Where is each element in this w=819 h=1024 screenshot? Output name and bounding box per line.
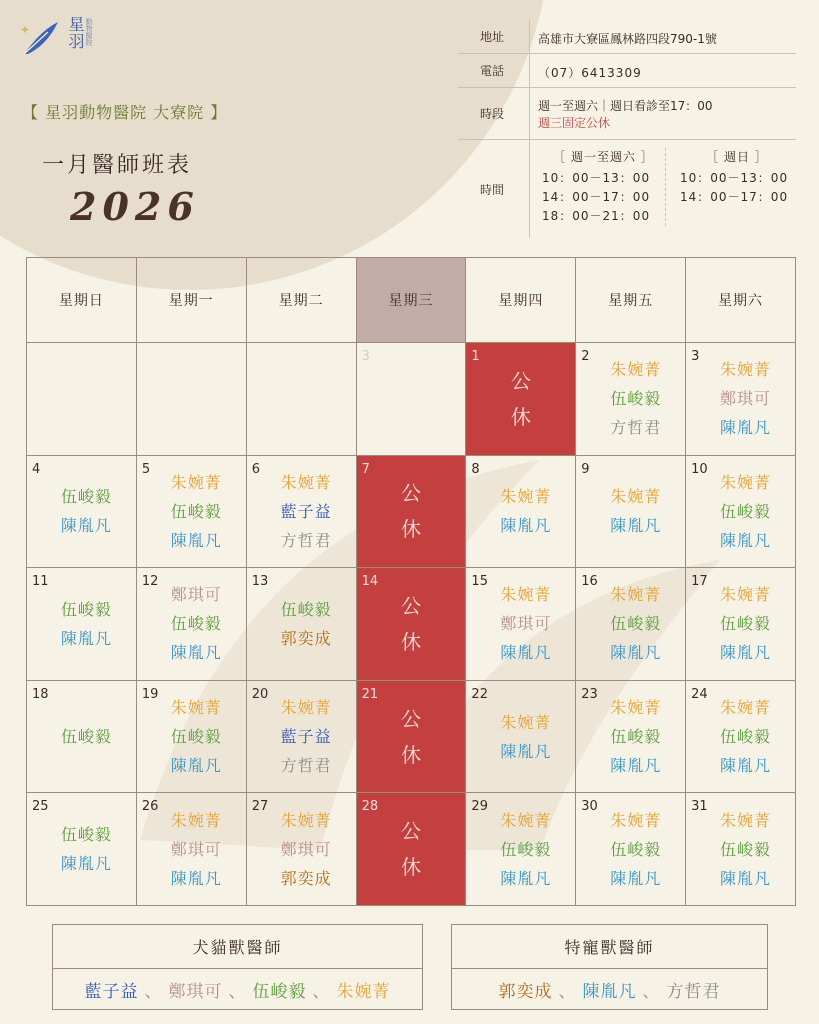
doctor-name: 郭奕成 [280, 628, 332, 648]
address-row [458, 20, 796, 54]
sunday-hours [666, 148, 794, 226]
address-value: 高雄市大寮區鳳林路四段790-1號 [538, 32, 717, 46]
closed-label-char: 公 [400, 819, 421, 844]
weekday-hours-slot: 10：00－13：00 [542, 171, 651, 185]
sunday-hours-header: ［ 週日 ］ [706, 150, 768, 164]
doctor-name: 郭奕成 [498, 982, 553, 1002]
day-cell [137, 456, 247, 569]
day-number: 6 [251, 461, 260, 477]
day-cell [576, 793, 686, 906]
doctor-name: 陳胤凡 [720, 530, 772, 550]
doctor-name: 朱婉菁 [500, 712, 552, 732]
day-cell [357, 343, 467, 456]
doctor-name: 朱婉菁 [500, 585, 552, 605]
closed-day-cell [357, 456, 467, 569]
separator: 、 [228, 982, 247, 1002]
sunday-hours-slot: 14：00－17：00 [680, 190, 789, 204]
period-value [530, 88, 796, 139]
doctor-name: 伍峻毅 [610, 389, 662, 409]
doctor-name: 朱婉菁 [720, 698, 772, 718]
day-cell [137, 681, 247, 794]
doctor-list [576, 681, 685, 793]
doctor-name: 方哲君 [610, 418, 662, 438]
doctor-name: 陳胤凡 [170, 643, 222, 663]
closed-day-cell [357, 793, 467, 906]
doctor-name: 朱婉菁 [170, 698, 222, 718]
day-number: 18 [32, 686, 49, 702]
doctor-name: 朱婉菁 [170, 810, 222, 830]
doctor-list [466, 568, 575, 680]
weekday-hours-header: ［ 週一至週六 ］ [553, 150, 654, 164]
day-number: 15 [471, 574, 488, 590]
doctor-name: 朱婉菁 [720, 472, 772, 492]
period-label: 時段 [458, 88, 530, 139]
closed-label [357, 793, 466, 905]
day-cell [686, 568, 796, 681]
doctor-name: 朱婉菁 [280, 698, 332, 718]
day-number: 17 [691, 574, 708, 590]
doctor-list [466, 793, 575, 905]
doctor-name: 藍子益 [84, 982, 139, 1002]
doctor-name: 陳胤凡 [170, 868, 222, 888]
closed-label-char: 公 [400, 593, 421, 618]
closed-label [357, 681, 466, 793]
day-cell [466, 793, 576, 906]
closed-label-char: 公 [400, 481, 421, 506]
doctor-name: 陳胤凡 [60, 854, 112, 874]
time-grid [538, 140, 796, 226]
day-cell [247, 568, 357, 681]
doctor-list [686, 456, 795, 568]
day-cell [576, 343, 686, 456]
closed-label-char: 休 [400, 517, 421, 542]
separator: 、 [558, 982, 577, 1002]
day-number: 23 [581, 686, 598, 702]
schedule-calendar [26, 257, 796, 906]
day-number: 28 [361, 799, 379, 815]
doctor-list [247, 793, 356, 905]
doctor-list [27, 793, 136, 905]
doctor-name: 陳胤凡 [610, 516, 662, 536]
doctor-name: 朱婉菁 [280, 472, 332, 492]
doctor-name: 朱婉菁 [720, 360, 772, 380]
doctor-name: 朱婉菁 [720, 585, 772, 605]
day-cell [27, 456, 137, 569]
dog-cat-vets-list [53, 969, 422, 1010]
doctor-list [576, 568, 685, 680]
day-number: 16 [581, 574, 598, 590]
day-number: 27 [251, 799, 269, 815]
doctor-list [686, 681, 795, 793]
doctor-name: 朱婉菁 [500, 487, 552, 507]
day-number: 14 [361, 574, 379, 590]
closed-day-cell [466, 343, 576, 456]
phone-label: 電話 [458, 54, 530, 87]
clinic-logo [18, 14, 108, 58]
doctor-name: 陳胤凡 [720, 643, 772, 663]
doctor-name: 朱婉菁 [500, 810, 552, 830]
closed-label [357, 456, 466, 568]
day-number: 31 [691, 799, 708, 815]
doctor-name: 鄭琪可 [720, 389, 772, 409]
day-number: 24 [691, 686, 708, 702]
closed-label [357, 568, 466, 680]
day-number: 9 [581, 461, 590, 477]
day-number: 21 [361, 686, 379, 702]
doctor-list [576, 343, 685, 455]
day-cell [137, 793, 247, 906]
day-cell [137, 343, 247, 456]
clinic-info-panel [458, 20, 796, 238]
doctor-name: 伍峻毅 [60, 487, 112, 507]
dog-cat-vets-title: 犬貓獸醫師 [53, 925, 422, 969]
doctor-name: 朱婉菁 [610, 810, 662, 830]
doctor-name: 伍峻毅 [720, 501, 772, 521]
closed-day-cell [357, 681, 467, 794]
day-number: 12 [141, 574, 159, 590]
day-cell [686, 343, 796, 456]
weekday-header: 星期日 [27, 258, 137, 343]
doctor-name: 陳胤凡 [610, 643, 662, 663]
doctor-name: 伍峻毅 [252, 982, 307, 1002]
doctor-name: 陳胤凡 [720, 868, 772, 888]
day-number: 11 [32, 574, 49, 590]
closed-label-char: 公 [400, 706, 421, 731]
doctor-name: 鄭琪可 [280, 839, 332, 859]
weekday-hours [538, 148, 666, 226]
doctor-name: 鄭琪可 [168, 982, 223, 1002]
doctor-name: 伍峻毅 [720, 614, 772, 634]
day-cell [686, 456, 796, 569]
day-number: 30 [581, 799, 598, 815]
schedule-title: 一月醫師班表 [42, 153, 193, 178]
doctor-name: 伍峻毅 [170, 727, 222, 747]
day-number: 1 [471, 349, 480, 364]
doctor-name: 伍峻毅 [60, 825, 112, 845]
doctor-list [247, 568, 356, 680]
doctor-name: 鄭琪可 [500, 614, 552, 634]
doctor-name: 伍峻毅 [720, 839, 772, 859]
doctor-name: 朱婉菁 [720, 810, 772, 830]
doctor-name: 伍峻毅 [60, 727, 112, 747]
day-cell [576, 568, 686, 681]
day-number: 10 [691, 461, 708, 477]
period-line-1: 週一至週六｜週日看診至17：00 [538, 99, 713, 113]
doctor-name: 陳胤凡 [500, 868, 552, 888]
weekday-header: 星期五 [576, 258, 686, 343]
doctor-name: 陳胤凡 [170, 530, 222, 550]
time-row [458, 140, 796, 238]
day-number: 7 [361, 461, 370, 477]
doctor-name: 朱婉菁 [280, 810, 332, 830]
day-cell [247, 793, 357, 906]
time-value [530, 140, 796, 238]
doctor-name: 陳胤凡 [610, 868, 662, 888]
day-cell [27, 568, 137, 681]
closed-label-char: 休 [510, 404, 531, 429]
weekday-header: 星期三 [357, 258, 467, 343]
doctor-list [247, 456, 356, 568]
doctor-list [27, 456, 136, 568]
doctor-name: 陳胤凡 [60, 628, 112, 648]
day-cell [686, 793, 796, 906]
logo-subtitle: 動物醫院 [85, 18, 93, 46]
day-number: 26 [141, 799, 159, 815]
doctor-name: 藍子益 [280, 727, 332, 747]
doctor-list [27, 681, 136, 793]
day-cell [686, 681, 796, 794]
day-cell [466, 456, 576, 569]
doctor-name: 朱婉菁 [610, 585, 662, 605]
doctor-name: 伍峻毅 [170, 501, 222, 521]
day-cell [576, 681, 686, 794]
doctor-name: 陳胤凡 [610, 756, 662, 776]
doctor-name: 陳胤凡 [500, 741, 552, 761]
day-number: 25 [32, 799, 49, 815]
doctor-name: 陳胤凡 [720, 756, 772, 776]
doctor-list [466, 456, 575, 568]
doctor-list [137, 681, 246, 793]
day-number: 29 [471, 799, 488, 815]
closed-label-char: 休 [400, 855, 421, 880]
doctor-name: 伍峻毅 [610, 727, 662, 747]
feather-icon [18, 18, 62, 58]
time-label: 時間 [458, 140, 530, 238]
phone-value: （07）6413309 [538, 66, 642, 80]
day-cell [466, 568, 576, 681]
address-label: 地址 [458, 20, 530, 53]
weekday-hours-slot: 14：00－17：00 [542, 190, 651, 204]
closed-label-char: 休 [400, 629, 421, 654]
day-number: 8 [471, 461, 480, 477]
day-cell [27, 681, 137, 794]
doctor-name: 伍峻毅 [610, 614, 662, 634]
closed-label-char: 公 [510, 368, 531, 393]
doctor-list [137, 793, 246, 905]
day-number: 3 [361, 349, 370, 364]
doctor-name: 伍峻毅 [500, 839, 552, 859]
day-cell [466, 681, 576, 794]
doctor-name: 陳胤凡 [720, 418, 772, 438]
doctor-list [247, 681, 356, 793]
day-cell [137, 568, 247, 681]
exotic-vets-list [452, 969, 767, 1010]
dog-cat-vets-legend [52, 924, 423, 1010]
doctor-name: 伍峻毅 [720, 727, 772, 747]
doctor-name: 陳胤凡 [500, 516, 552, 536]
doctor-name: 伍峻毅 [60, 599, 112, 619]
doctor-list [686, 568, 795, 680]
doctor-list [137, 456, 246, 568]
day-number: 22 [471, 686, 488, 702]
day-number: 20 [251, 686, 269, 702]
day-number: 5 [141, 461, 151, 477]
doctor-name: 伍峻毅 [280, 599, 332, 619]
day-cell [576, 456, 686, 569]
closed-day-cell [357, 568, 467, 681]
day-number: 13 [251, 574, 269, 590]
sunday-hours-slot: 10：00－13：00 [680, 171, 789, 185]
doctor-name: 陳胤凡 [60, 516, 112, 536]
weekday-header: 星期二 [247, 258, 357, 343]
doctor-name: 朱婉菁 [610, 360, 662, 380]
schedule-year: 2026 [70, 184, 200, 229]
doctor-name: 伍峻毅 [610, 839, 662, 859]
separator: 、 [312, 982, 331, 1002]
svg-text:✦: ✦ [20, 23, 31, 37]
exotic-vets-title: 特寵獸醫師 [452, 925, 767, 969]
day-number: 3 [691, 349, 700, 364]
doctor-name: 陳胤凡 [500, 643, 552, 663]
weekday-hours-slot: 18：00－21：00 [542, 209, 651, 223]
closed-label [466, 343, 575, 455]
doctor-list [137, 568, 246, 680]
doctor-name: 鄭琪可 [170, 585, 222, 605]
phone-row [458, 54, 796, 88]
doctor-name: 朱婉菁 [170, 472, 222, 492]
day-number: 2 [581, 349, 590, 364]
period-line-2: 週三固定公休 [538, 116, 611, 130]
day-number: 19 [141, 686, 159, 702]
weekday-header: 星期一 [137, 258, 247, 343]
exotic-vets-legend [451, 924, 768, 1010]
doctor-name: 朱婉菁 [610, 698, 662, 718]
doctor-name: 藍子益 [280, 501, 332, 521]
day-cell [27, 343, 137, 456]
doctor-name: 朱婉菁 [336, 982, 391, 1002]
separator: 、 [144, 982, 163, 1002]
weekday-header: 星期六 [686, 258, 796, 343]
doctor-name: 朱婉菁 [610, 487, 662, 507]
logo-name: 星羽 [66, 16, 85, 50]
separator: 、 [642, 982, 661, 1002]
day-number: 4 [32, 461, 41, 477]
weekday-header: 星期四 [466, 258, 576, 343]
doctor-list [466, 681, 575, 793]
day-cell [27, 793, 137, 906]
doctor-name: 郭奕成 [280, 868, 332, 888]
doctor-list [686, 793, 795, 905]
doctor-list [686, 343, 795, 455]
doctor-name: 方哲君 [280, 756, 332, 776]
doctor-name: 方哲君 [280, 530, 332, 550]
doctor-list [27, 568, 136, 680]
clinic-name: 【 星羽動物醫院 大寮院 】 [22, 103, 228, 122]
doctor-name: 陳胤凡 [582, 982, 637, 1002]
doctor-list [576, 456, 685, 568]
doctor-name: 伍峻毅 [170, 614, 222, 634]
closed-label-char: 休 [400, 742, 421, 767]
period-row [458, 88, 796, 140]
doctor-list [576, 793, 685, 905]
day-cell [247, 343, 357, 456]
day-cell [247, 681, 357, 794]
doctor-name: 陳胤凡 [170, 756, 222, 776]
doctor-name: 方哲君 [666, 982, 721, 1002]
day-cell [247, 456, 357, 569]
doctor-name: 鄭琪可 [170, 839, 222, 859]
